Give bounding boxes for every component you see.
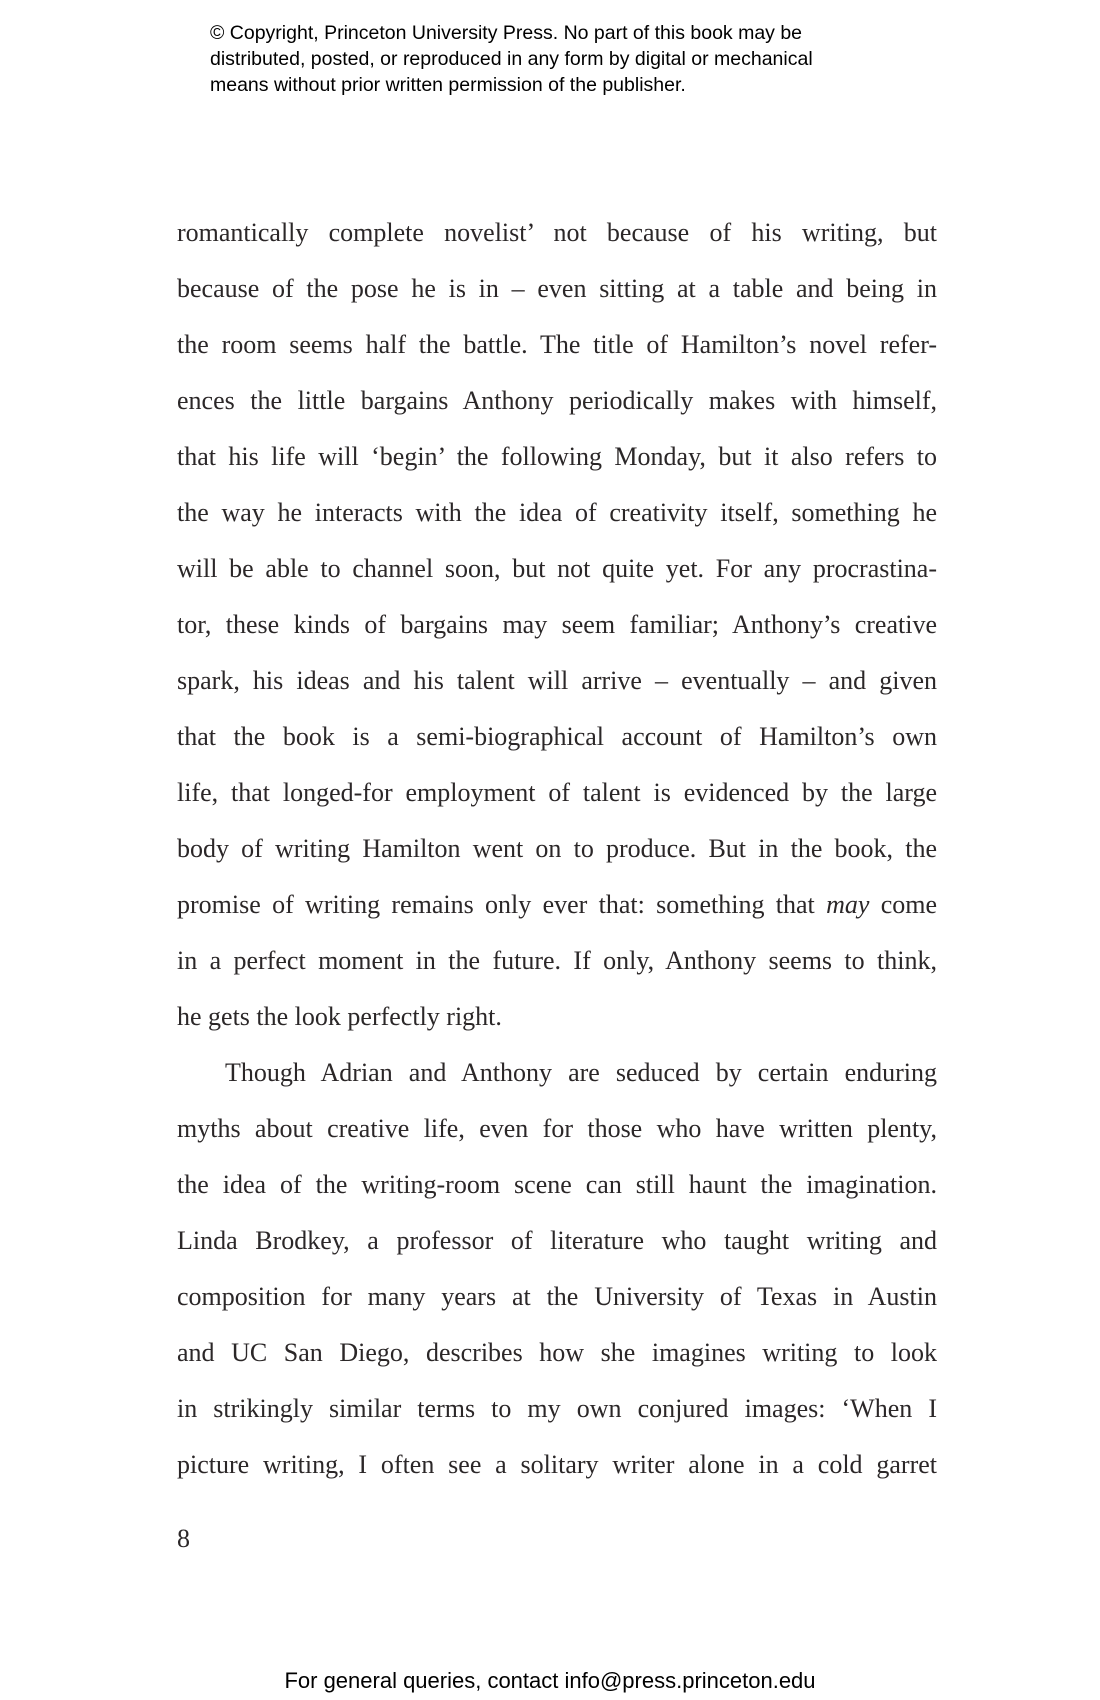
body-line-with-italic <box>177 877 937 933</box>
copyright-line: distributed, posted, or reproduced in any form by digital or mechanical <box>210 48 813 70</box>
copyright-line: means without prior written permission of the publisher. <box>210 74 686 96</box>
body-line: romantically complete novelist’ not because of his writing, but <box>177 218 937 247</box>
body-line: and UC San Diego, describes how she imagines writing to look <box>177 1338 937 1367</box>
body-line: in strikingly similar terms to my own conjured images: ‘When I <box>177 1394 937 1423</box>
body-line: Linda Brodkey, a professor of literature who taught writing and <box>177 1226 937 1255</box>
body-line: spark, his ideas and his talent will arrive – eventually – and given <box>177 666 937 695</box>
body-line: the way he interacts with the idea of creativity itself, something he <box>177 498 937 527</box>
copyright-notice <box>210 20 910 98</box>
body-line: that the book is a semi-biographical account of Hamilton’s own <box>177 722 937 751</box>
body-line: myths about creative life, even for those who have written plenty, <box>177 1114 937 1143</box>
footer-contact: For general queries, contact info@press.princeton.edu <box>284 1668 816 1693</box>
body-line: the idea of the writing-room scene can still haunt the imagination. <box>177 1170 937 1199</box>
body-line-segment: promise of writing remains only ever that: something that <box>177 890 827 919</box>
body-line: will be able to channel soon, but not quite yet. For any procrastina- <box>177 554 937 583</box>
body-line: life, that longed-for employment of talent is evidenced by the large <box>177 778 937 807</box>
copyright-line: © Copyright, Princeton University Press. No part of this book may be <box>210 22 803 44</box>
body-line: ences the little bargains Anthony periodically makes with himself, <box>177 386 937 415</box>
body-line: tor, these kinds of bargains may seem familiar; Anthony’s creative <box>177 610 937 639</box>
body-line: that his life will ‘begin’ the following Monday, but it also refers to <box>177 442 937 471</box>
italic-emphasis: may <box>826 890 870 919</box>
body-line: picture writing, I often see a solitary writer alone in a cold garret <box>177 1450 937 1479</box>
body-line: Though Adrian and Anthony are seduced by certain enduring <box>225 1058 937 1087</box>
body-line: body of writing Hamilton went on to produce. But in the book, the <box>177 834 937 863</box>
body-line-segment: come <box>869 890 937 919</box>
body-line: the room seems half the battle. The title of Hamilton’s novel refer- <box>177 330 937 359</box>
body-line: composition for many years at the University of Texas in Austin <box>177 1282 937 1311</box>
body-line: because of the pose he is in – even sitting at a table and being in <box>177 274 937 303</box>
body-text <box>177 205 937 1493</box>
page-number: 8 <box>177 1524 190 1553</box>
body-line: in a perfect moment in the future. If only, Anthony seems to think, <box>177 946 937 975</box>
body-line: he gets the look perfectly right. <box>177 1002 502 1031</box>
